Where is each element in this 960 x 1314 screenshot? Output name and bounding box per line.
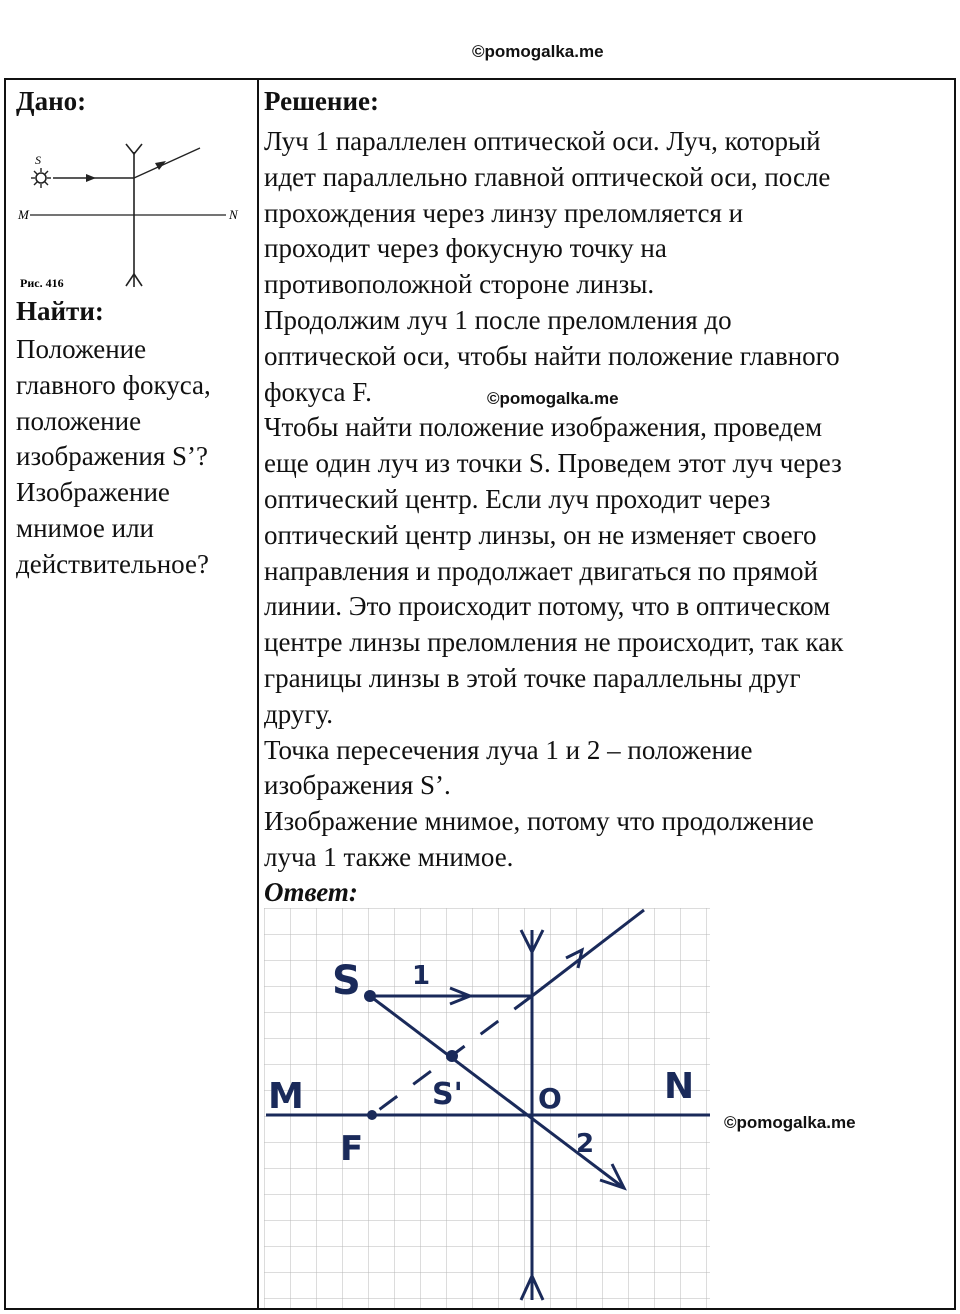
solution-line: изображения S’.: [264, 770, 451, 801]
solution-line: прохождения через линзу преломляется и: [264, 197, 744, 228]
source-sun-icon: [31, 168, 51, 188]
label-m: M: [268, 1076, 304, 1117]
label-ray-2: 2: [576, 1129, 595, 1159]
given-ray-arrow: [86, 174, 96, 182]
given-refracted-arrow: [155, 161, 166, 170]
find-heading: Найти:: [16, 296, 104, 326]
find-line: изображения S’?: [16, 441, 209, 472]
solution-line: проходит через фокусную точку на: [264, 233, 667, 264]
solution-line: луча 1 также мнимое.: [264, 841, 514, 872]
solution-line: оптический центр. Если луч проходит через: [264, 483, 771, 514]
find-line: действительное?: [16, 548, 209, 579]
label-f: F: [340, 1129, 364, 1169]
solution-line: Точка пересечения луча 1 и 2 – положение: [264, 734, 753, 765]
solution-line: центре линзы преломления не происходит, так как: [264, 627, 844, 658]
point-focus-f: [367, 1110, 377, 1120]
given-label-n: N: [229, 207, 238, 222]
solution-column: [264, 84, 954, 908]
given-heading: Дано:: [16, 86, 87, 116]
label-s: S: [332, 958, 361, 1004]
find-line: главного фокуса,: [16, 369, 211, 400]
solution-line: оптической оси, чтобы найти положение главного: [264, 340, 840, 371]
label-ray-1: 1: [412, 961, 431, 991]
given-figure: [16, 122, 246, 290]
given-column: [16, 84, 252, 583]
grid-paper: [264, 908, 710, 1308]
given-label-m: M: [18, 207, 29, 222]
watermark-figure: ©pomogalka.me: [724, 1113, 856, 1132]
solution-line: линии. Это происходит потому, что в оптическом: [264, 591, 831, 622]
solution-line: Изображение мнимое, потому что продолжение: [264, 806, 814, 837]
solution-line: противоположной стороне линзы.: [264, 269, 655, 300]
find-text: [16, 332, 252, 583]
solution-line: Продолжим луч 1 после преломления до: [264, 304, 732, 335]
solution-line: оптический центр линзы, он не изменяет своего: [264, 519, 817, 550]
label-s-prime: S': [432, 1077, 463, 1112]
solution-line: границы линзы в этой точке параллельны друг: [264, 662, 801, 693]
label-o: O: [538, 1082, 562, 1115]
given-label-s: S: [35, 153, 41, 167]
solution-line: другу.: [264, 698, 334, 729]
answer-heading: Ответ:: [264, 876, 358, 907]
given-caption: Рис. 416: [20, 276, 64, 290]
solution-line: направления и продолжает двигаться по прямой: [264, 555, 818, 586]
find-line: Положение: [16, 334, 147, 364]
solution-line: Чтобы найти положение изображения, проведем: [264, 412, 823, 443]
point-source-s: [364, 990, 376, 1002]
solution-line: идет параллельно главной оптической оси, после: [264, 161, 831, 192]
find-line: мнимое или: [16, 512, 155, 543]
point-image-s-prime: [446, 1050, 458, 1062]
column-divider: [257, 80, 259, 1308]
solution-line: Луч 1 параллелен оптической оси. Луч, который: [264, 126, 821, 156]
find-line: Изображение: [16, 477, 170, 508]
given-refracted-ray: [134, 148, 200, 178]
watermark-middle: ©pomogalka.me: [487, 389, 619, 408]
label-n: N: [664, 1066, 695, 1107]
solution-line: еще один луч из точки S. Проведем этот луч через: [264, 448, 842, 479]
find-line: положение: [16, 405, 142, 436]
watermark-top: ©pomogalka.me: [472, 42, 604, 61]
solution-heading: Решение:: [264, 86, 379, 116]
solution-line: фокуса F.: [264, 376, 372, 407]
answer-figure: [264, 908, 710, 1308]
solution-text: [264, 124, 954, 876]
